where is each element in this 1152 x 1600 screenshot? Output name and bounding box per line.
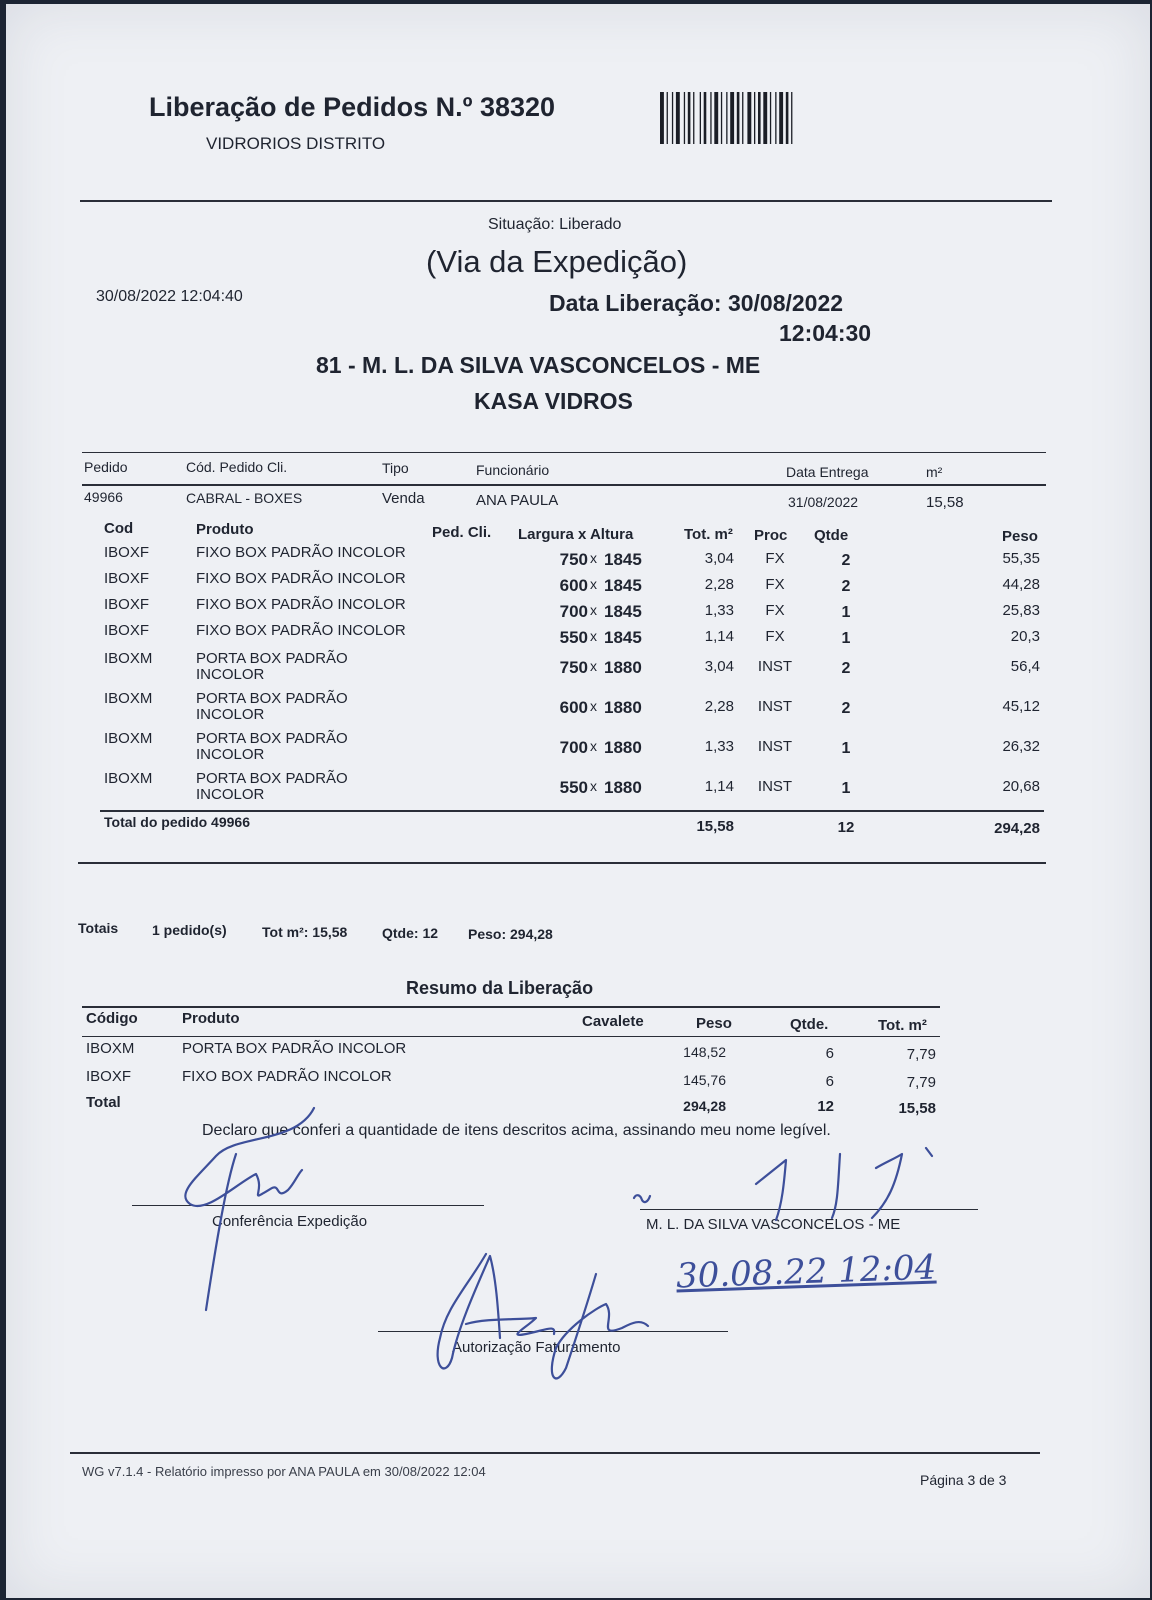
summary-col-cavalete: Cavalete [582, 1013, 644, 1030]
summary-produto: FIXO BOX PADRÃO INCOLOR [182, 1068, 392, 1085]
summary-total-m2: 15,58 [898, 1100, 936, 1117]
items-total-peso: 294,28 [994, 820, 1040, 837]
summary-col-codigo: Código [86, 1010, 138, 1027]
totals-pedidos: 1 pedido(s) [152, 922, 227, 938]
col-pedido: Pedido [84, 459, 128, 475]
item-proc: FX [765, 602, 785, 619]
summary-total-qtde: 12 [817, 1098, 834, 1115]
items-end-line [78, 862, 1046, 864]
summary-peso: 148,52 [683, 1044, 726, 1060]
item-peso: 26,32 [1002, 738, 1040, 755]
company-name: VIDRORIOS DISTRITO [206, 134, 386, 153]
item-tot-m2: 1,14 [704, 628, 734, 645]
totals-peso: Peso: 294,28 [468, 926, 553, 942]
copy-type: (Via da Expedição) [426, 244, 688, 279]
item-peso: 44,28 [1002, 576, 1040, 593]
page-number: Página 3 de 3 [920, 1472, 1007, 1488]
item-qtde: 2 [841, 552, 851, 569]
summary-mid-line [82, 1036, 940, 1037]
signature-label-autorizacao: Autorização Faturamento [452, 1339, 621, 1356]
item-peso: 25,83 [1002, 602, 1040, 619]
signature-label-cliente: M. L. DA SILVA VASCONCELOS - ME [646, 1216, 901, 1233]
autorizacao-signature [426, 1248, 666, 1388]
item-proc: INST [757, 738, 793, 755]
summary-total-peso: 294,28 [683, 1098, 726, 1114]
item-tot-m2: 2,28 [704, 576, 734, 593]
items-col-proc: Proc [754, 527, 788, 544]
item-largura: 700 [559, 738, 588, 757]
item-cod: IBOXF [104, 596, 150, 613]
item-qtde: 2 [841, 700, 851, 717]
val-pedido: 49966 [84, 489, 123, 505]
summary-produto: PORTA BOX PADRÃO INCOLOR [182, 1040, 407, 1057]
item-cod: IBOXF [104, 544, 150, 561]
item-produto: FIXO BOX PADRÃO INCOLOR [196, 570, 406, 587]
items-total-label: Total do pedido 49966 [104, 814, 250, 830]
item-tot-m2: 3,04 [704, 658, 734, 675]
item-largura: 750 [559, 550, 588, 569]
item-cod: IBOXF [104, 622, 150, 639]
item-proc: INST [757, 658, 793, 675]
item-produto-line2: INCOLOR [196, 746, 265, 763]
items-col-tot-m2: Tot. m² [684, 526, 733, 543]
item-peso: 56,4 [1010, 658, 1040, 675]
item-qtde: 2 [841, 660, 851, 677]
item-altura: 1880 [604, 698, 642, 717]
val-tipo: Venda [382, 490, 425, 507]
cliente-signature [626, 1144, 946, 1224]
footer-line [70, 1452, 1040, 1454]
summary-title: Resumo da Liberação [406, 978, 594, 998]
item-x: x [590, 658, 597, 674]
item-altura: 1845 [604, 602, 642, 621]
item-largura: 600 [559, 698, 588, 717]
item-cod: IBOXM [104, 730, 153, 747]
totals-m2: Tot m²: 15,58 [262, 924, 348, 940]
item-altura: 1845 [604, 550, 642, 569]
item-cod: IBOXM [104, 690, 153, 707]
footer-print-info: WG v7.1.4 - Relatório impresso por ANA PAULA em 30/08/2022 12:04 [82, 1464, 486, 1479]
item-altura: 1845 [604, 628, 642, 647]
item-x: x [590, 602, 597, 618]
item-tot-m2: 1,14 [704, 778, 734, 795]
summary-tot-m2: 7,79 [906, 1046, 936, 1063]
client-name: 81 - M. L. DA SILVA VASCONCELOS - ME [316, 352, 761, 378]
item-produto: FIXO BOX PADRÃO INCOLOR [196, 596, 406, 613]
items-col-qtde: Qtde [814, 527, 849, 544]
item-cod: IBOXM [104, 770, 153, 787]
col-data-entrega: Data Entrega [786, 464, 869, 480]
item-largura: 550 [559, 778, 588, 797]
item-largura: 550 [559, 628, 588, 647]
item-tot-m2: 3,04 [704, 550, 734, 567]
item-peso: 20,3 [1010, 628, 1040, 645]
col-m2: m² [926, 464, 943, 480]
item-produto: PORTA BOX PADRÃO [196, 650, 348, 667]
items-total-m2: 15,58 [696, 818, 734, 835]
summary-col-tot-m2: Tot. m² [878, 1017, 927, 1034]
status-text: Situação: Liberado [488, 216, 622, 233]
item-altura: 1880 [604, 658, 642, 677]
document-page [6, 4, 1150, 1598]
item-produto: PORTA BOX PADRÃO [196, 770, 348, 787]
item-produto-line2: INCOLOR [196, 666, 265, 683]
col-funcionario: Funcionário [476, 462, 550, 478]
summary-total-label: Total [86, 1094, 121, 1111]
item-largura: 600 [559, 576, 588, 595]
item-produto: FIXO BOX PADRÃO INCOLOR [196, 544, 406, 561]
val-cod-pedido-cli: CABRAL - BOXES [186, 490, 303, 506]
item-x: x [590, 778, 597, 794]
item-produto-line2: INCOLOR [196, 706, 265, 723]
handwritten-date: 30.08.22 12:04 [675, 1247, 937, 1297]
document-title: Liberação de Pedidos N.º 38320 [149, 92, 556, 122]
val-funcionario: ANA PAULA [476, 492, 559, 509]
print-datetime: 30/08/2022 12:04:40 [96, 288, 243, 305]
item-tot-m2: 2,28 [704, 698, 734, 715]
items-total-qtde: 12 [837, 819, 855, 836]
order-header-top-line [82, 452, 1046, 453]
header-divider [80, 200, 1052, 202]
summary-codigo: IBOXM [86, 1040, 135, 1057]
items-total-line [100, 810, 1044, 812]
items-col-cod: Cod [104, 520, 134, 537]
col-cod-pedido-cli: Cód. Pedido Cli. [186, 459, 288, 475]
summary-tot-m2: 7,79 [906, 1074, 936, 1091]
val-data-entrega: 31/08/2022 [788, 494, 859, 510]
summary-col-produto: Produto [182, 1010, 240, 1027]
conferencia-signature [176, 1104, 336, 1314]
item-proc: INST [757, 778, 793, 795]
item-tot-m2: 1,33 [704, 738, 734, 755]
signature-label-conferencia: Conferência Expedição [212, 1213, 368, 1230]
summary-codigo: IBOXF [86, 1068, 132, 1085]
declaration-text: Declaro que conferi a quantidade de itens descritos acima, assinando meu nome legível. [202, 1122, 831, 1139]
totals-label: Totais [78, 920, 119, 936]
item-x: x [590, 738, 597, 754]
item-peso: 20,68 [1002, 778, 1040, 795]
item-altura: 1845 [604, 576, 642, 595]
item-proc: FX [765, 576, 785, 593]
col-tipo: Tipo [382, 460, 409, 476]
item-qtde: 2 [841, 578, 851, 595]
summary-peso: 145,76 [683, 1072, 726, 1088]
item-proc: FX [765, 628, 785, 645]
items-col-peso: Peso [1002, 528, 1038, 545]
item-x: x [590, 576, 597, 592]
item-qtde: 1 [841, 630, 851, 647]
summary-col-peso: Peso [696, 1015, 732, 1032]
item-peso: 55,35 [1002, 550, 1040, 567]
val-m2: 15,58 [926, 494, 964, 511]
items-col-produto: Produto [196, 521, 254, 538]
item-largura: 700 [559, 602, 588, 621]
item-produto: PORTA BOX PADRÃO [196, 690, 348, 707]
item-qtde: 1 [841, 604, 851, 621]
item-produto-line2: INCOLOR [196, 786, 265, 803]
item-produto: PORTA BOX PADRÃO [196, 730, 348, 747]
release-date: Data Liberação: 30/08/2022 [549, 290, 844, 316]
item-qtde: 1 [841, 780, 851, 797]
item-cod: IBOXM [104, 650, 153, 667]
item-altura: 1880 [604, 738, 642, 757]
summary-top-line [82, 1006, 940, 1008]
items-col-largura-altura: Largura x Altura [518, 526, 634, 543]
item-cod: IBOXF [104, 570, 150, 587]
summary-qtde: 6 [825, 1045, 834, 1062]
client-store: KASA VIDROS [474, 388, 633, 414]
item-altura: 1880 [604, 778, 642, 797]
order-header-mid-line [82, 484, 1046, 486]
item-proc: INST [757, 698, 793, 715]
item-proc: FX [765, 550, 785, 567]
item-x: x [590, 698, 597, 714]
summary-col-qtde: Qtde. [790, 1016, 829, 1033]
item-qtde: 1 [841, 740, 851, 757]
items-col-ped-cli: Ped. Cli. [432, 524, 492, 541]
item-tot-m2: 1,33 [704, 602, 734, 619]
item-produto: FIXO BOX PADRÃO INCOLOR [196, 622, 406, 639]
release-time: 12:04:30 [779, 320, 872, 346]
item-peso: 45,12 [1002, 698, 1040, 715]
barcode [658, 92, 834, 144]
item-largura: 750 [559, 658, 588, 677]
summary-qtde: 6 [825, 1073, 834, 1090]
item-x: x [590, 628, 597, 644]
item-x: x [590, 550, 597, 566]
totals-qtde: Qtde: 12 [382, 925, 439, 941]
